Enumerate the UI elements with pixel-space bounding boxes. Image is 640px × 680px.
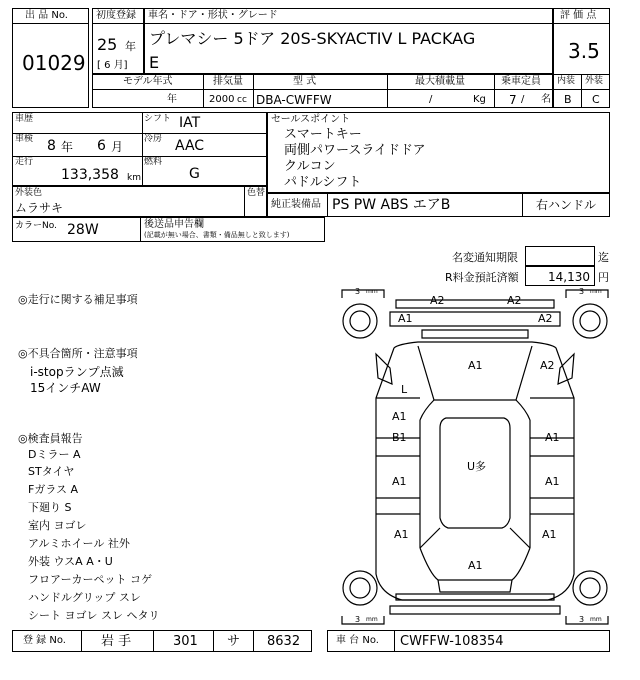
sales-points-label: セールスポイント <box>271 114 351 125</box>
name-change-deadline-label: 名変通知期限 <box>452 251 518 264</box>
color-number-label: カラーNo. <box>15 221 57 231</box>
displacement-unit: cc <box>237 95 247 105</box>
inspector-item: ハンドルグリップ スレ <box>28 591 141 604</box>
exterior-grade: C <box>592 93 600 106</box>
mileage-unit: km <box>127 173 141 183</box>
interior-grade: B <box>564 93 572 106</box>
name-change-deadline-field <box>525 246 595 266</box>
grade-rear-bumper: A1 <box>468 559 483 572</box>
grade-rear-quarter-left: A1 <box>394 528 409 541</box>
grade-left-rear-door: A1 <box>392 475 407 488</box>
chassis-number-label: 車 台 No. <box>336 635 379 646</box>
steering-position: 右ハンドル <box>536 198 597 212</box>
sales-points-box <box>267 112 610 193</box>
first-registration-label: 初度登録 <box>96 10 136 21</box>
inspection-label: 車検 <box>15 134 34 144</box>
inspection-year: 8 <box>47 138 56 154</box>
exterior-color-label: 外装色 <box>15 188 43 198</box>
max-load-label: 最大積載量 <box>415 76 465 87</box>
inspector-item: STタイヤ <box>28 465 75 478</box>
score-label: 評 価 点 <box>560 10 597 21</box>
recycle-fee-field <box>525 266 595 286</box>
fuel-value: G <box>189 166 200 182</box>
defects-label: ◎不具合箇所・注意事項 <box>18 347 138 360</box>
grade-right-front-door: A1 <box>545 431 560 444</box>
fuel-label: 燃料 <box>144 157 163 167</box>
grade-roof-front-right: A2 <box>507 294 522 307</box>
inspection-month: 6 <box>97 138 106 154</box>
inspector-report-label: ◎検査員報告 <box>18 432 83 445</box>
inspector-item: 外装 ウスA A・U <box>28 555 113 568</box>
displacement-label: 排気量 <box>213 76 243 87</box>
lot-number-label: 出 品 No. <box>25 10 68 21</box>
overall-score: 3.5 <box>568 39 600 63</box>
tire-depth-unit: mm <box>366 288 378 295</box>
lot-number: 01029 <box>22 51 86 75</box>
car-name-box <box>144 8 553 74</box>
sales-point-item: 両側パワースライドドア <box>284 143 426 158</box>
model-year-unit: 年 <box>167 94 177 105</box>
capacity-label: 乗車定員 <box>501 76 541 87</box>
recycle-fee-unit: 円 <box>598 271 609 284</box>
max-load-separator: / <box>429 94 433 105</box>
max-load-unit: Kg <box>473 94 486 105</box>
color-change-label: 色替 <box>247 188 266 198</box>
plate-number: 8632 <box>267 634 301 649</box>
inspector-item: 下廻り S <box>28 501 72 514</box>
specs-box <box>12 112 267 186</box>
car-damage-diagram <box>338 288 612 626</box>
recycle-fee-label: R料金預託済額 <box>445 271 519 284</box>
aftermarket-label: 後送品申告欄 <box>144 219 204 230</box>
registration-month: [ 6 月] <box>97 60 128 71</box>
defect-item: 15インチAW <box>30 381 101 395</box>
plate-kana: サ <box>227 634 241 649</box>
car-name-line2: E <box>149 53 160 72</box>
inspection-month-unit: 月 <box>111 140 124 154</box>
recycle-fee-amount: 14,130 <box>548 270 590 284</box>
registration-year-unit: 年 <box>125 40 136 53</box>
grade-front-fender-left: L <box>401 383 408 396</box>
aftermarket-note: (記載が無い場合、書類・備品無しと致します) <box>144 231 290 239</box>
grade-left-front-door-top: A1 <box>392 410 407 423</box>
sales-point-item: クルコン <box>284 159 336 174</box>
car-name-line1: プレマシー 5ドア 20S-SKYACTIV L PACKAG <box>149 29 476 48</box>
equipment-box <box>267 193 610 217</box>
grade-front-fender-right: A2 <box>540 359 555 372</box>
grade-bumper-front-right: A2 <box>538 312 553 325</box>
registration-number-box <box>12 630 312 652</box>
grade-roof-front-left: A2 <box>430 294 445 307</box>
model-year-label: モデル年式 <box>123 76 173 87</box>
shift-value: IAT <box>179 115 201 131</box>
tire-depth-unit: mm <box>590 616 602 623</box>
color-number-box <box>12 217 325 242</box>
exterior-color-box <box>12 186 267 217</box>
inspector-item: Fガラス A <box>28 483 79 496</box>
registration-number-label: 登 録 No. <box>23 635 66 646</box>
history-label: 車歴 <box>15 114 34 124</box>
inspector-item: 室内 ヨゴレ <box>28 519 87 532</box>
lot-number-box <box>12 8 89 108</box>
name-change-deadline-unit: 迄 <box>598 251 609 264</box>
ac-label: 冷房 <box>144 134 163 144</box>
inspector-item: フロアーカーペット コゲ <box>28 573 152 586</box>
exterior-grade-label: 外装 <box>585 76 604 86</box>
equipment-label: 純正装備品 <box>271 199 321 210</box>
plate-class: 301 <box>173 634 198 649</box>
sales-point-item: スマートキー <box>284 127 362 142</box>
ac-value: AAC <box>175 138 205 154</box>
grade-right-rear-door: A1 <box>545 475 560 488</box>
chassis-number-box <box>327 630 610 652</box>
model-info-row <box>92 74 553 108</box>
tire-depth-rear-left: 3 <box>355 615 361 624</box>
tire-depth-front-left: 3 <box>355 287 361 296</box>
plate-region: 岩 手 <box>101 634 132 649</box>
capacity-unit: 名 <box>541 94 551 105</box>
displacement-value: 2000 <box>209 94 235 105</box>
mileage-label: 走行 <box>15 157 34 167</box>
shift-label: シフト <box>144 114 172 124</box>
tire-depth-rear-right: 3 <box>579 615 585 624</box>
inspection-year-unit: 年 <box>61 140 74 154</box>
registration-year: 25 <box>97 35 118 54</box>
car-name-label: 車名・ドア・形状・グレード <box>148 10 278 21</box>
color-number: 28W <box>67 222 99 238</box>
defect-item: i-stopランプ点滅 <box>30 365 124 379</box>
grade-rear-quarter-right: A1 <box>542 528 557 541</box>
tire-depth-front-right: 3 <box>579 287 585 296</box>
mileage-value: 133,358 <box>61 167 119 183</box>
inspector-item: アルミホイール 社外 <box>28 537 130 550</box>
inspector-item: シート ヨゴレ スレ ヘタリ <box>28 609 160 622</box>
chassis-number: CWFFW-108354 <box>400 634 504 649</box>
grade-hood: A1 <box>468 359 483 372</box>
capacity-separator: / <box>521 94 525 105</box>
driving-notes-label: ◎走行に関する補足事項 <box>18 293 138 306</box>
tire-depth-unit: mm <box>366 616 378 623</box>
score-box <box>553 8 610 108</box>
first-registration-box <box>92 8 144 74</box>
model-code: DBA-CWFFW <box>256 93 332 107</box>
grade-roof: U多 <box>467 460 487 473</box>
seating-capacity: 7 <box>509 93 517 107</box>
interior-grade-label: 内装 <box>557 76 576 86</box>
exterior-color: ムラサキ <box>15 201 64 215</box>
sales-point-item: パドルシフト <box>284 175 362 190</box>
equipment-items: PS PW ABS エアB <box>332 197 451 213</box>
tire-depth-unit: mm <box>590 288 602 295</box>
grade-left-front-door: B1 <box>392 431 407 444</box>
grade-bumper-front-left: A1 <box>398 312 413 325</box>
model-code-label: 型 式 <box>293 76 317 87</box>
inspector-item: Dミラー A <box>28 448 81 461</box>
